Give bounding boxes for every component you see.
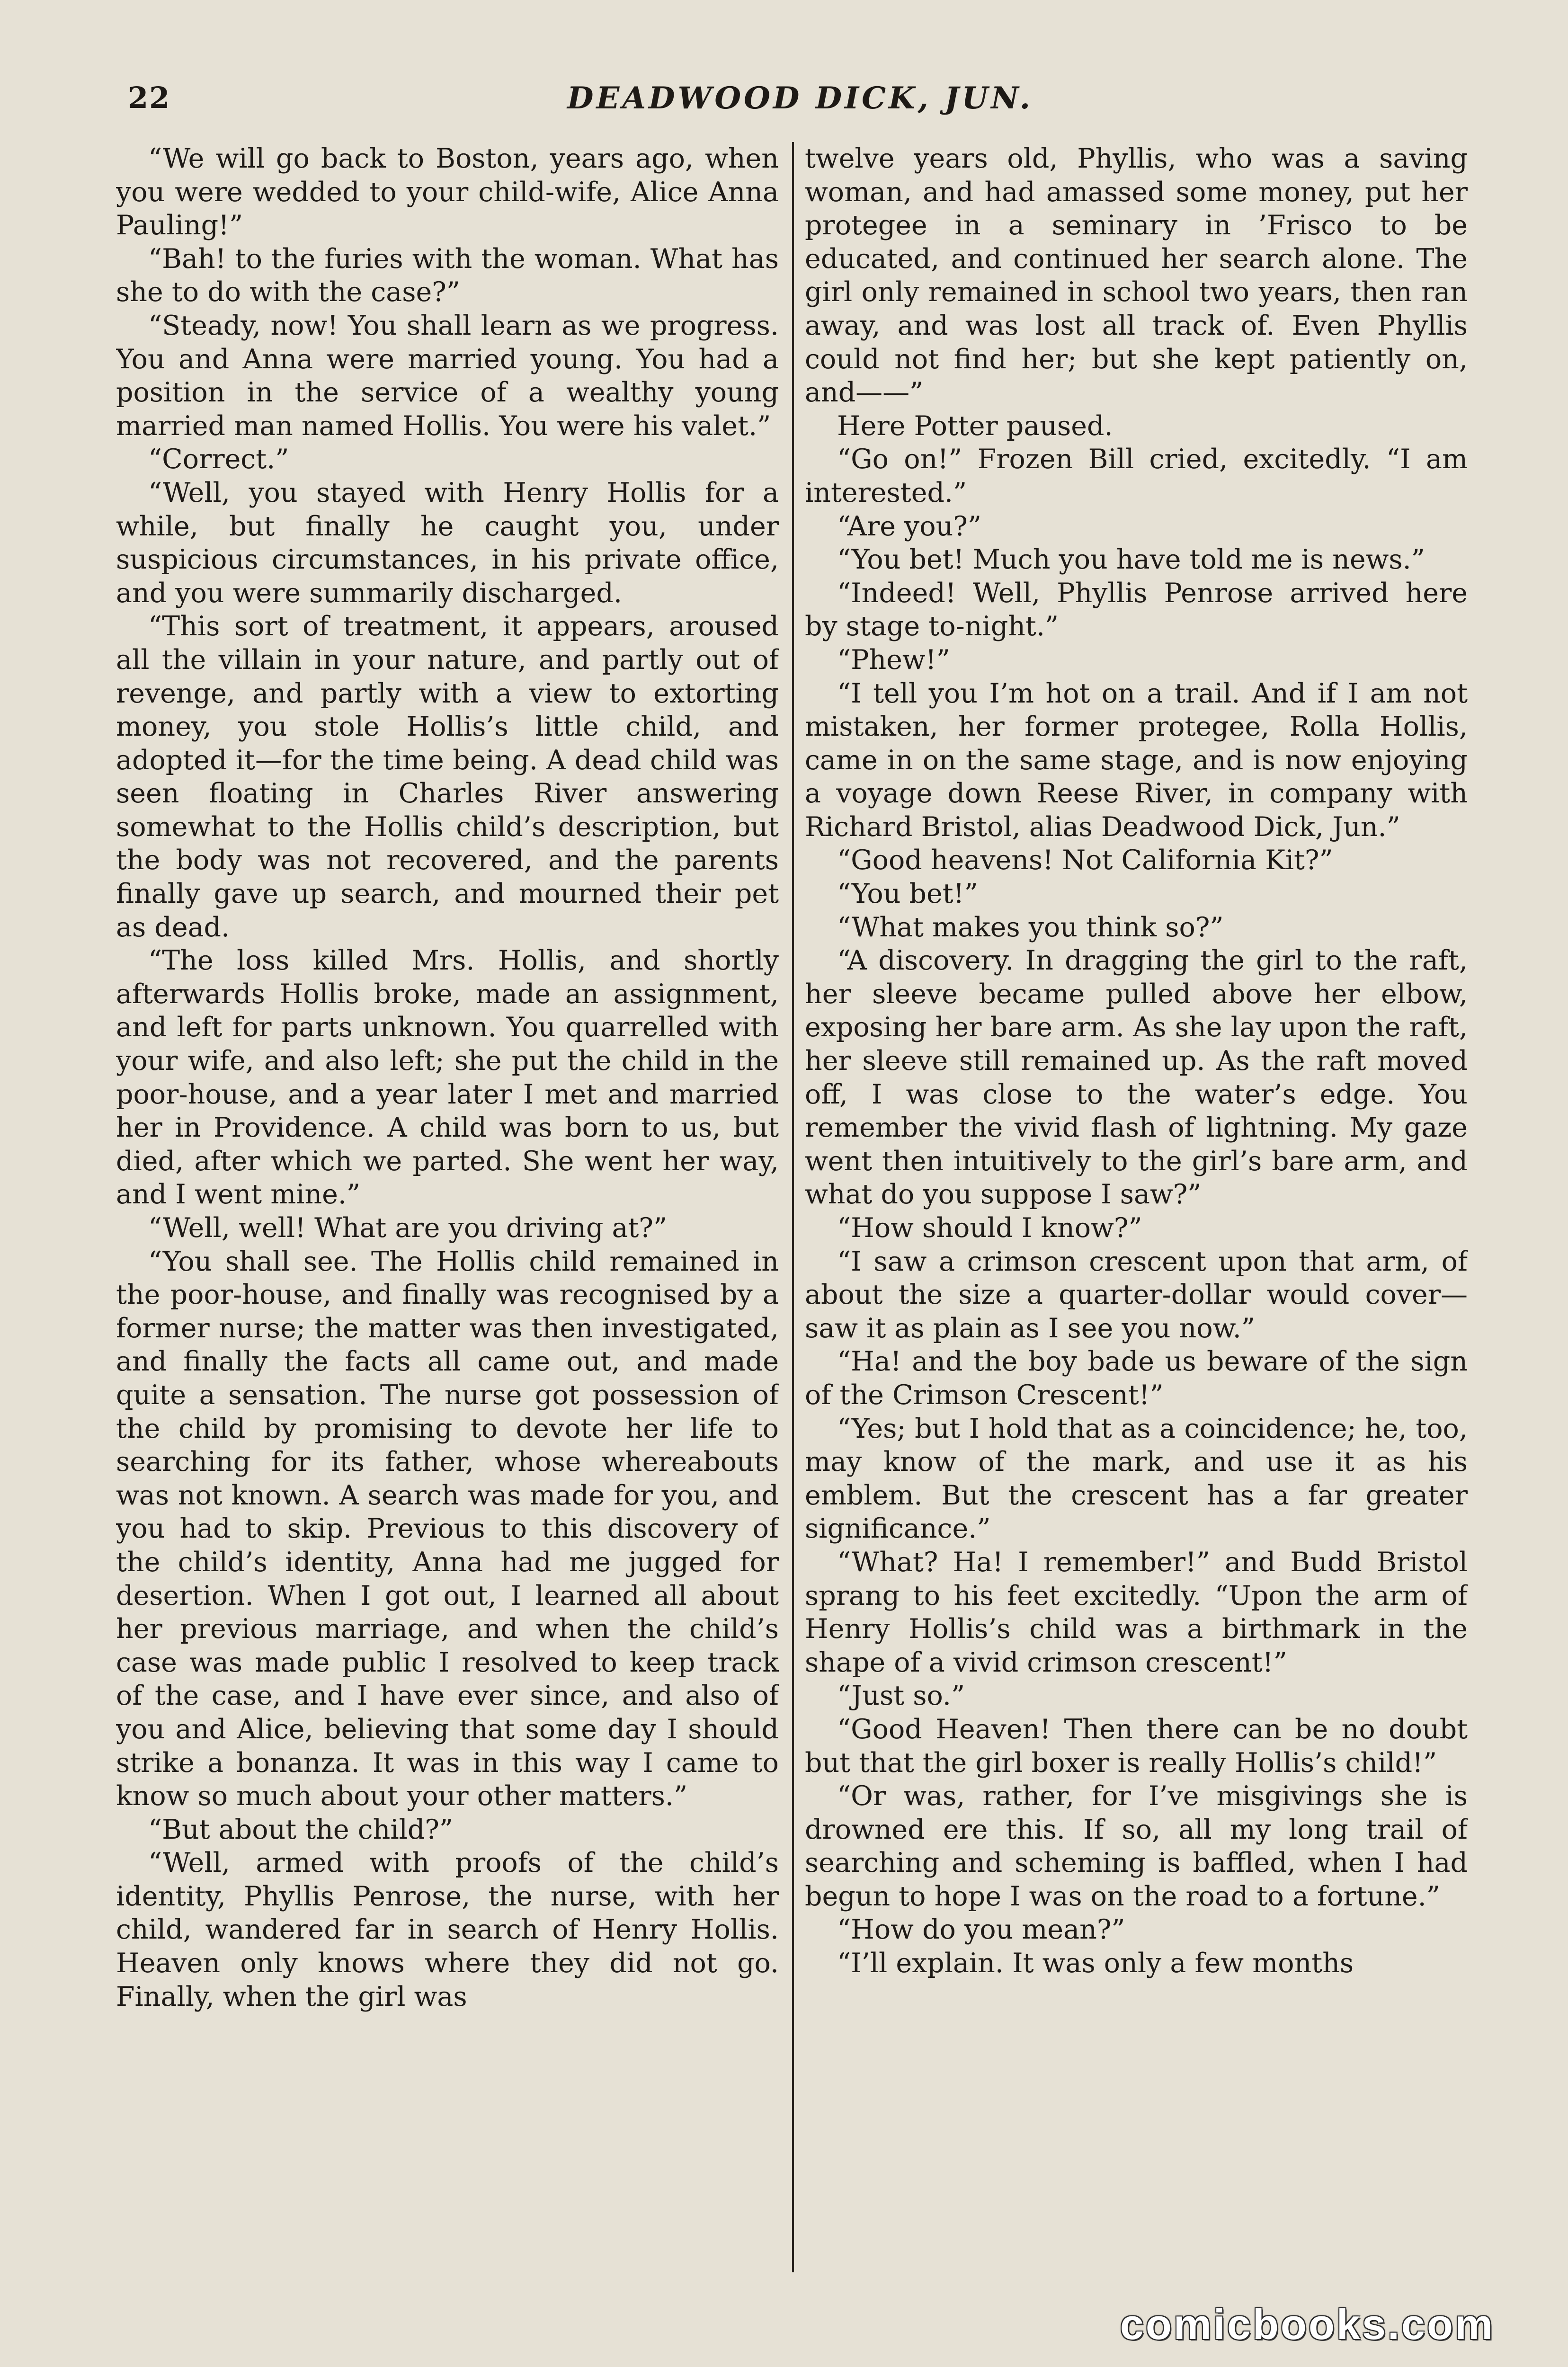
right-text-column [805, 142, 1468, 2282]
paragraph: “Yes; but I hold that as a coincidence; he, too, may know of the mark, and use it as his emblem. But the crescent has a far greater significance.” [805, 1413, 1468, 1545]
paragraph: “Phew!” [837, 644, 950, 676]
paragraph: Here Potter paused. [837, 410, 1113, 442]
paragraph: “Just so.” [837, 1680, 965, 1712]
paragraph: “Or was, rather, for I’ve misgivings she is drowned ere this. If so, all my long trail of searching and scheming is baffled, when I had begun to hope I was on the road to a fortune.” [805, 1780, 1468, 1912]
paragraph: “I tell you I’m hot on a trail. And if I am not mistaken, her former protegee, Rolla Hollis, came in on the same stage, and is now enjoying a voyage down Reese River, in company with Richard Bristol, alias Deadwood Dick, Jun.” [805, 677, 1468, 843]
paragraph: “We will go back to Boston, years ago, when you were wedded to your child-wife, Alice Anna Pauling!” [116, 143, 779, 241]
paragraph: “Ha! and the boy bade us beware of the sign of the Crimson Crescent!” [805, 1346, 1468, 1411]
paragraph: “What? Ha! I remember!” and Budd Bristol sprang to his feet excitedly. “Upon the arm of Henry Hollis’s child was a birthmark in the shape of a vivid crimson crescent!” [805, 1546, 1468, 1678]
paragraph: “Go on!” Frozen Bill cried, excitedly. “I am interested.” [805, 444, 1468, 508]
paragraph: “I’ll explain. It was only a few months [837, 1948, 1354, 1979]
paragraph: “Well, well! What are you driving at?” [148, 1212, 668, 1244]
paragraph: “You shall see. The Hollis child remained in the poor-house, and finally was recognised by a former nurse; the matter was then investigated, and finally the facts all came out, and made quite a sensation. The nurse got possession of the child by promising to devote her life to searching for its father, whose whereabouts was not known. A search was made for you, and you had to skip. Previous to this discovery of the child’s identity, Anna had me jugged for desertion. When I got out, I learned all about her previous marriage, and when the child’s case was made public I resolved to keep track of the case, and I have ever since, and also of you and Alice, believing that some day I should strike a bonanza. It was in this way I came to know so much about your other matters.” [116, 1246, 779, 1812]
paragraph: “Indeed! Well, Phyllis Penrose arrived here by stage to-night.” [805, 577, 1468, 642]
paragraph: “This sort of treatment, it appears, aroused all the villain in your nature, and partly out of revenge, and partly with a view to extorting money, you stole Hollis’s little child, and adopted it—for the time being. A dead child was seen floating in Charles River answering somewhat to the Hollis child’s description, but the body was not recovered, and the parents finally gave up search, and mourned their pet as dead. [116, 611, 779, 943]
paragraph: “Good Heaven! Then there can be no doubt but that the girl boxer is really Hollis’s child!” [805, 1713, 1468, 1779]
paragraph: “The loss killed Mrs. Hollis, and shortly afterwards Hollis broke, made an assignment, and left for parts unknown. You quarrelled with your wife, and also left; she put the child in the poor-house, and a year later I met and married her in Providence. A child was born to us, but died, after which we parted. She went her way, and I went mine.” [116, 945, 779, 1210]
paragraph: “What makes you think so?” [837, 911, 1224, 943]
paragraph: “You bet!” [837, 878, 978, 910]
paragraph: “Bah! to the furies with the woman. What has she to do with the case?” [116, 243, 779, 308]
paragraph: “How should I know?” [837, 1212, 1142, 1244]
paragraph: “A discovery. In dragging the girl to the raft, her sleeve became pulled above her elbow, exposing her bare arm. As she lay upon the raft, her sleeve still remained up. As the raft moved off, I was close to the water’s edge. You remember the vivid flash of lightning. My gaze went then intuitively to the girl’s bare arm, and what do you suppose I saw?” [805, 945, 1468, 1210]
paragraph: “Well, armed with proofs of the child’s identity, Phyllis Penrose, the nurse, with her child, wandered far in search of Henry Hollis. Heaven only knows where they did not go. Finally, when the girl was [116, 1847, 779, 2012]
paragraph: “But about the child?” [148, 1814, 454, 1845]
page-header [128, 80, 1472, 133]
site-watermark: comicbooks.com [1120, 2301, 1495, 2349]
page-number: 22 [128, 80, 171, 115]
column-divider [792, 142, 794, 2272]
left-text-column [116, 142, 779, 2282]
paragraph: “You bet! Much you have told me is news.” [837, 544, 1425, 576]
paragraph: “How do you mean?” [837, 1914, 1125, 1946]
paragraph: “Correct.” [148, 444, 289, 475]
paragraph: “Well, you stayed with Henry Hollis for a while, but finally he caught you, under suspicious circumstances, in his private office, and you were summarily discharged. [116, 477, 779, 609]
paragraph: “Steady, now! You shall learn as we progress. You and Anna were married young. You had a position in the service of a wealthy young married man named Hollis. You were his valet.” [116, 310, 779, 442]
paragraph: “I saw a crimson crescent upon that arm, of about the size a quarter-dollar would cover—saw it as plain as I see you now.” [805, 1246, 1468, 1344]
paragraph: “Good heavens! Not California Kit?” [837, 845, 1333, 876]
running-title: DEADWOOD DICK, JUN. [567, 80, 1033, 116]
paragraph: “Are you?” [837, 510, 981, 542]
paragraph: twelve years old, Phyllis, who was a saving woman, and had amassed some money, put her protegee in a seminary in ’Frisco to be educated, and continued her search alone. The girl only remained in school two years, then ran away, and was lost all track of. Even Phyllis could not find her; but she kept patiently on, and——” [805, 143, 1468, 409]
